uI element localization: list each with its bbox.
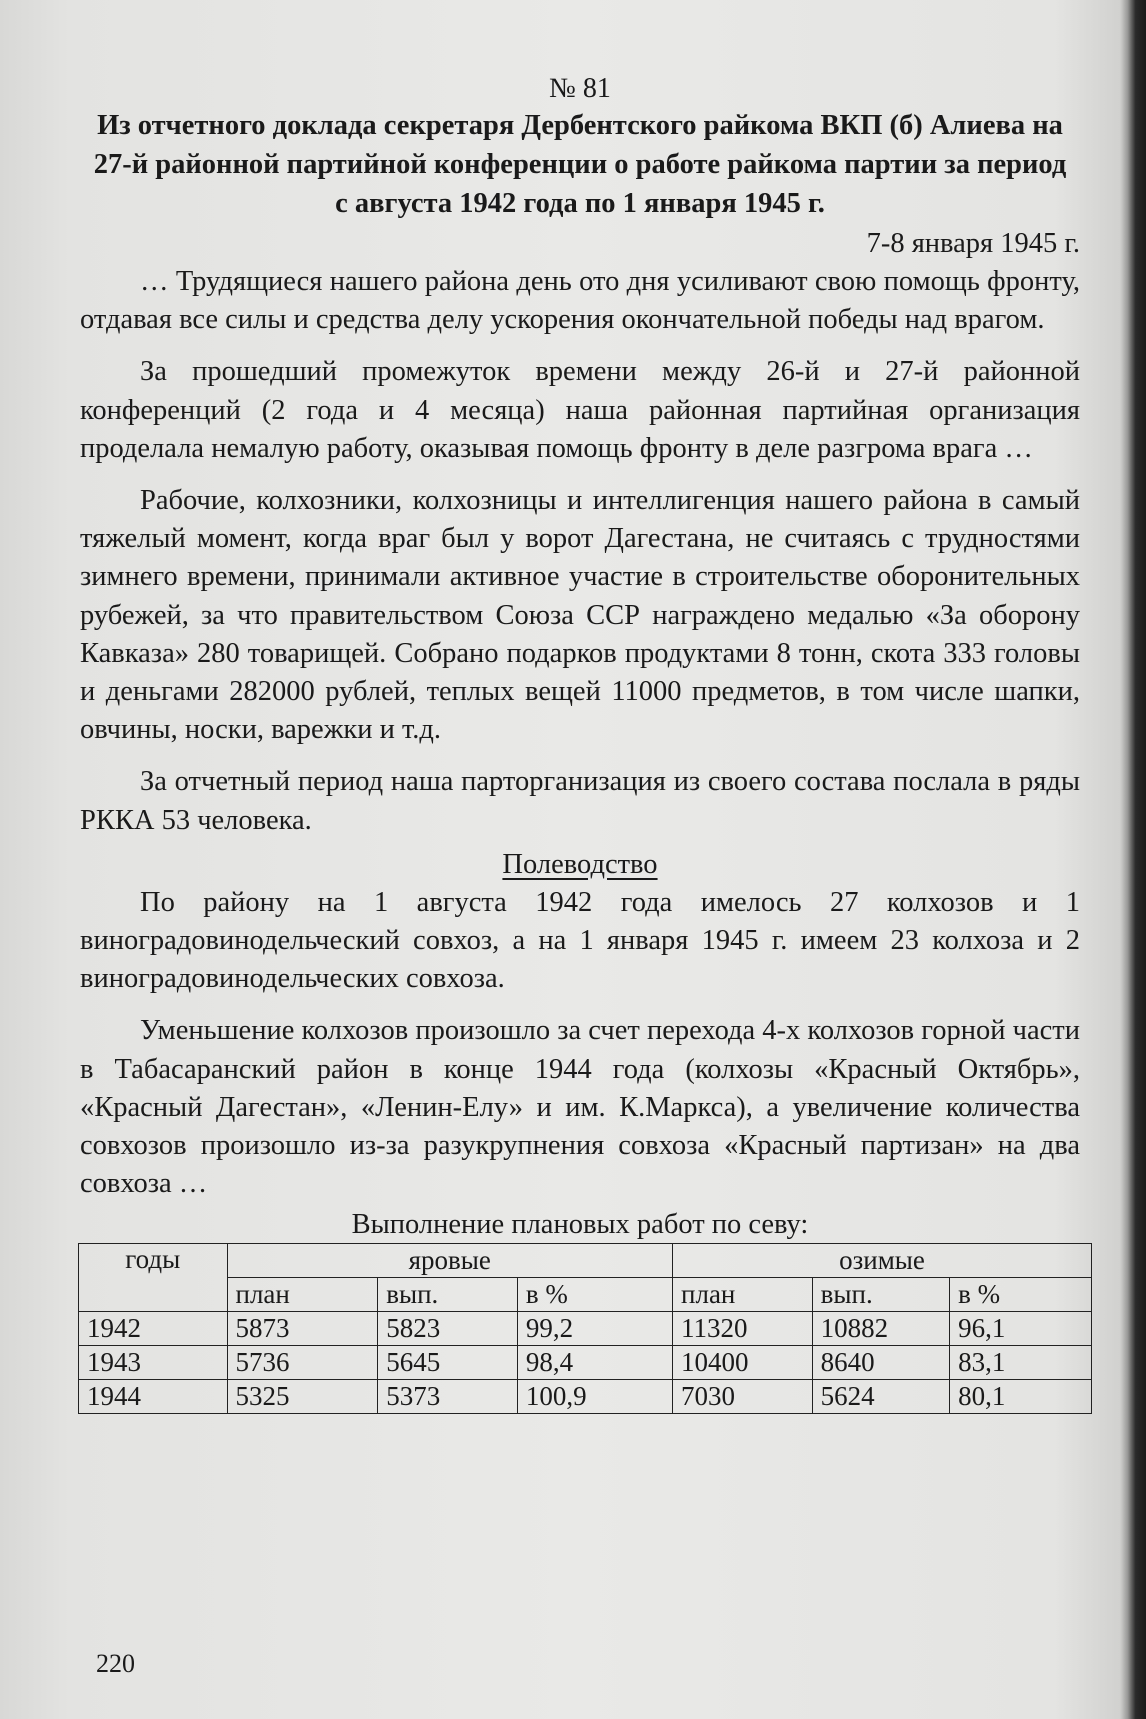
section-heading: Полеводство [502, 848, 658, 880]
table-row [79, 1380, 1092, 1414]
document-date: 7-8 января 1945 г. [866, 228, 1080, 259]
table-cell: 10882 [812, 1312, 949, 1346]
table-cell: 5645 [378, 1346, 518, 1380]
table-header-row [79, 1244, 1092, 1278]
header-winter: озимые [673, 1244, 1092, 1278]
table-cell: 7030 [673, 1380, 813, 1414]
subheader-cell: план [227, 1278, 378, 1312]
paragraph: За прошедший промежуток времени между 26-й и 27-й районной конференций (2 года и 4 месяца) наша районная партийная организация проделала немалую работу, оказывая помощь фронту в деле разгрома врага … [80, 356, 1080, 464]
document-page [80, 72, 1080, 1414]
table-cell: 5736 [227, 1346, 378, 1380]
header-years: годы [79, 1244, 228, 1312]
document-title: Из отчетного доклада секретаря Дербентского райкома ВКП (б) Алиева на 27-й районной партийной конференции о работе райкома партии за период с августа 1942 года по 1 января 1945 г. [93, 110, 1067, 219]
subheader-cell: в % [950, 1278, 1092, 1312]
paragraph: По району на 1 августа 1942 года имелось 27 колхозов и 1 виноградовинодельческий совхоз, а на 1 января 1945 г. имеем 23 колхоза и 2 виноградовинодельческих совхоза. [80, 886, 1080, 995]
book-spine-shadow [1120, 0, 1146, 1719]
table-cell: 1944 [79, 1380, 228, 1414]
document-number: № 81 [549, 73, 611, 104]
table-cell: 80,1 [950, 1380, 1092, 1414]
table-cell: 99,2 [517, 1312, 672, 1346]
paragraph: Уменьшение колхозов произошло за счет перехода 4-х колхозов горной части в Табасаранский район в конце 1944 года (колхозы «Красный Октябрь», «Красный Дагестан», «Ленин-Елу» и им. К.Маркса), а увеличение количества совхозов произошло из-за разукрупнения совхоза «Красный партизан» на два совхоза … [80, 1015, 1080, 1200]
table-cell: 83,1 [950, 1346, 1092, 1380]
header-spring: яровые [227, 1244, 673, 1278]
paragraph: Рабочие, колхозники, колхозницы и интеллигенция нашего района в самый тяжелый момент, когда враг был у ворот Дагестана, не считаясь с трудностями зимнего времени, принимали активное участие в строительстве оборонительных рубежей, за что правительством Союза ССР награждено медалью «За оборону Кавказа» 280 товарищей. Собрано подарков продуктами 8 тонн, скота 333 головы и деньгами 282000 рублей, теплых вещей 11000 предметов, в том числе шапки, овчины, носки, варежки и т.д. [80, 485, 1080, 746]
table-cell: 5373 [378, 1380, 518, 1414]
paragraph: … Трудящиеся нашего района день ото дня усиливают свою помощь фронту, отдавая все силы и средства делу ускорения окончательной победы над врагом. [80, 266, 1080, 336]
table-title: Выполнение плановых работ по севу: [351, 1209, 809, 1241]
table-cell: 10400 [673, 1346, 813, 1380]
table-cell: 98,4 [517, 1346, 672, 1380]
subheader-cell: вып. [378, 1278, 518, 1312]
table-row [79, 1312, 1092, 1346]
table-cell: 100,9 [517, 1380, 672, 1414]
table-cell: 1942 [79, 1312, 228, 1346]
paragraph: За отчетный период наша парторганизация из своего состава послала в ряды РККА 53 человека. [80, 766, 1080, 836]
table-subheader-row [79, 1278, 1092, 1312]
table-cell: 1943 [79, 1346, 228, 1380]
table-cell: 8640 [812, 1346, 949, 1380]
page-number: 220 [96, 1649, 135, 1678]
subheader-cell: в % [517, 1278, 672, 1312]
table-cell: 5873 [227, 1312, 378, 1346]
table-cell: 11320 [673, 1312, 813, 1346]
table-cell: 5823 [378, 1312, 518, 1346]
subheader-cell: вып. [812, 1278, 949, 1312]
table-cell: 96,1 [950, 1312, 1092, 1346]
table-row [79, 1346, 1092, 1380]
table-cell: 5325 [227, 1380, 378, 1414]
table-cell: 5624 [812, 1380, 949, 1414]
sowing-table [78, 1243, 1092, 1414]
subheader-cell: план [673, 1278, 813, 1312]
